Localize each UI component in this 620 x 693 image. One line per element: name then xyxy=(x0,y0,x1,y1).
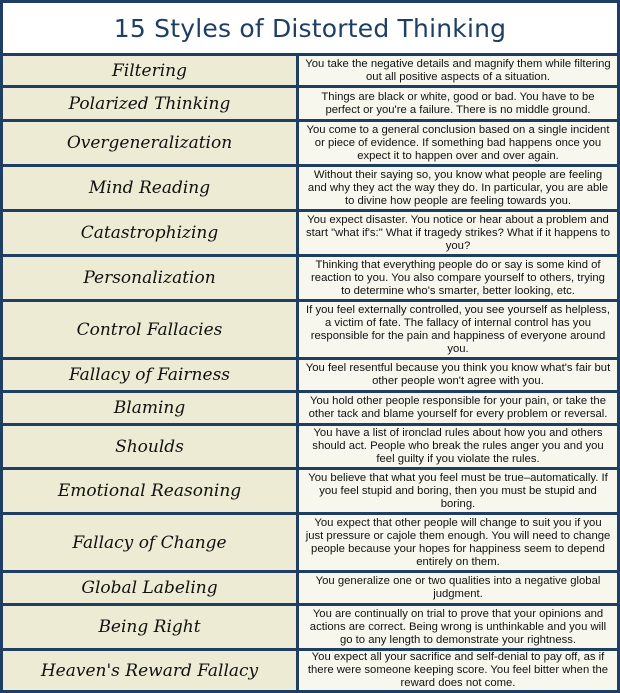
distortion-term: Personalization xyxy=(3,257,296,299)
distortion-term: Global Labeling xyxy=(3,573,296,603)
distortion-description: You take the negative details and magnify them while filtering out all positive aspects of a situation. xyxy=(299,56,617,85)
table-row xyxy=(3,257,617,299)
distortion-description: You generalize one or two qualities into a negative global judgment. xyxy=(299,573,617,603)
table-row xyxy=(3,360,617,390)
table-row xyxy=(3,88,617,119)
distortion-description: Things are black or white, good or bad. You have to be perfect or you're a failure. There is no middle ground. xyxy=(299,88,617,119)
table-row xyxy=(3,212,617,254)
distortion-description: Thinking that everything people do or say is some kind of reaction to you. You also compare yourself to others, trying to determine who's smarter, better looking, etc. xyxy=(299,257,617,299)
table-row xyxy=(3,393,617,423)
distortion-description: You come to a general conclusion based on a single incident or piece of evidence. If something bad happens once you expect it to happen over and over again. xyxy=(299,122,617,164)
distortion-term: Polarized Thinking xyxy=(3,88,296,119)
distortion-description: You have a list of ironclad rules about how you and others should act. People who break the rules anger you and you feel guilty if you violate the rules. xyxy=(299,426,617,467)
page-title: 15 Styles of Distorted Thinking xyxy=(3,3,617,53)
table-row xyxy=(3,426,617,467)
distortion-term: Control Fallacies xyxy=(3,302,296,357)
distortion-description: You feel resentful because you think you know what's fair but other people won't agree with you. xyxy=(299,360,617,390)
table-row xyxy=(3,167,617,209)
distortion-description: You expect disaster. You notice or hear about a problem and start "what if's:" What if tragedy strikes? What if it happens to you? xyxy=(299,212,617,254)
table-row xyxy=(3,573,617,603)
distortion-description: You expect all your sacrifice and self-denial to pay off, as if there were someone keeping score. You feel bitter when the reward does not come. xyxy=(299,651,617,690)
distortion-description: You hold other people responsible for your pain, or take the other tack and blame yourself for every problem or reversal. xyxy=(299,393,617,423)
distortion-description: You believe that what you feel must be true–automatically. If you feel stupid and boring, then you must be stupid and boring. xyxy=(299,470,617,512)
distortion-table xyxy=(3,56,617,690)
table-row xyxy=(3,122,617,164)
distortion-term: Heaven's Reward Fallacy xyxy=(3,651,296,690)
infographic-frame xyxy=(3,3,617,690)
distortion-term: Fallacy of Change xyxy=(3,515,296,570)
distortion-description: If you feel externally controlled, you see yourself as helpless, a victim of fate. The fallacy of internal control has you responsible for the pain and happiness of everyone around you. xyxy=(299,302,617,357)
distortion-description: You are continually on trial to prove that your opinions and actions are correct. Being wrong is unthinkable and you will go to any length to demonstrate your rightness. xyxy=(299,606,617,648)
table-row xyxy=(3,302,617,357)
table-row xyxy=(3,470,617,512)
distortion-term: Fallacy of Fairness xyxy=(3,360,296,390)
distortion-term: Filtering xyxy=(3,56,296,85)
distortion-term: Shoulds xyxy=(3,426,296,467)
distortion-term: Mind Reading xyxy=(3,167,296,209)
distortion-term: Emotional Reasoning xyxy=(3,470,296,512)
distortion-description: You expect that other people will change to suit you if you just pressure or cajole them enough. You will need to change people because your hopes for happiness seem to depend entirely on them. xyxy=(299,515,617,570)
table-row xyxy=(3,606,617,648)
distortion-description: Without their saying so, you know what people are feeling and why they act the way they do. In particular, you are able to divine how people are feeling towards you. xyxy=(299,167,617,209)
distortion-term: Overgeneralization xyxy=(3,122,296,164)
distortion-term: Being Right xyxy=(3,606,296,648)
table-row xyxy=(3,515,617,570)
table-row xyxy=(3,651,617,690)
distortion-term: Blaming xyxy=(3,393,296,423)
table-row xyxy=(3,56,617,85)
distortion-term: Catastrophizing xyxy=(3,212,296,254)
